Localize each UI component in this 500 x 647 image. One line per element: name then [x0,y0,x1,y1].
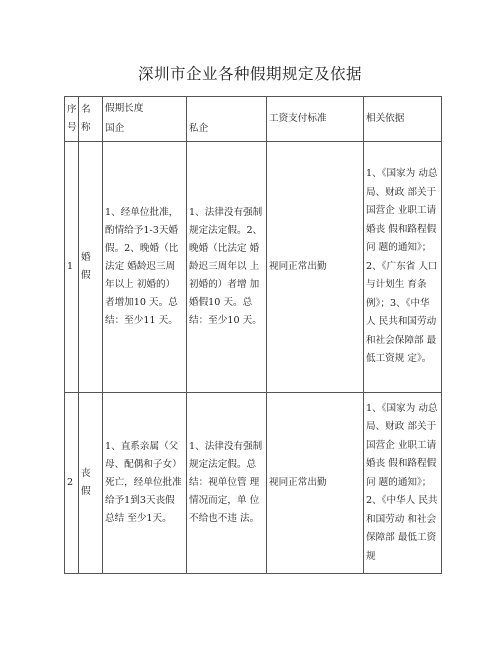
header-state-owned: 国企 [105,123,125,134]
header-leave-length [103,97,187,142]
row-name: 婚假 [79,142,103,393]
leave-table [64,96,442,574]
header-basis: 相关依据 [364,97,442,142]
header-leave-length-label: 假期长度 [105,103,144,114]
document-title: 深圳市企业各种假期规定及依据 [137,65,362,83]
header-row [65,97,442,142]
row-basis: 1、《国家为 动总局、财政 部关于国营企 业职工请婚丧 假和路程假问 题的通知》；2、《广东省 人口与计划生 育条例》；3、《中华人 民共和国劳动 和社会保障部 最低工资规 定》。 [364,142,442,393]
header-wage: 工资支付标准 [267,97,364,142]
row-seq: 2 [65,393,79,574]
row-basis: 1、《国家为 动总局、财政 部关于国营企 业职工请婚丧 假和路程假问 题的通知》；2、《中华人 民共和国劳动 和社会保障部 最低工资规 [364,393,442,574]
table-row [65,142,442,393]
header-seq: 序号 [65,97,79,142]
row-name: 丧假 [79,393,103,574]
header-name: 名称 [79,97,103,142]
header-private: 私企 [189,123,209,134]
row-state-owned: 1、经单位批准，酌情给予1-3天婚假。2、晚婚（比法定 婚龄迟三周年以上 初婚的）者增加10 天。总结：至少11 天。 [103,142,187,393]
row-wage: 视同正常出勤 [267,142,364,393]
table-row [65,393,442,574]
row-wage: 视同正常出勤 [267,393,364,574]
row-seq: 1 [65,142,79,393]
header-private-cell [187,97,267,142]
row-private: 1、法律没有强制 规定法定假。总结：视单位管 理情况而定，单 位不给也不违 法。 [187,393,267,574]
row-state-owned: 1、直系亲属（父 母、配偶和子女） 死亡，经单位批准 给予1到3天丧假 总结 至少1天。 [103,393,187,574]
row-private: 1、法律没有强制 规定法定假。2、晚婚（比法定 婚龄迟三周年以 上初婚的）者增 加婚假10 天。总结：至少10 天。 [187,142,267,393]
